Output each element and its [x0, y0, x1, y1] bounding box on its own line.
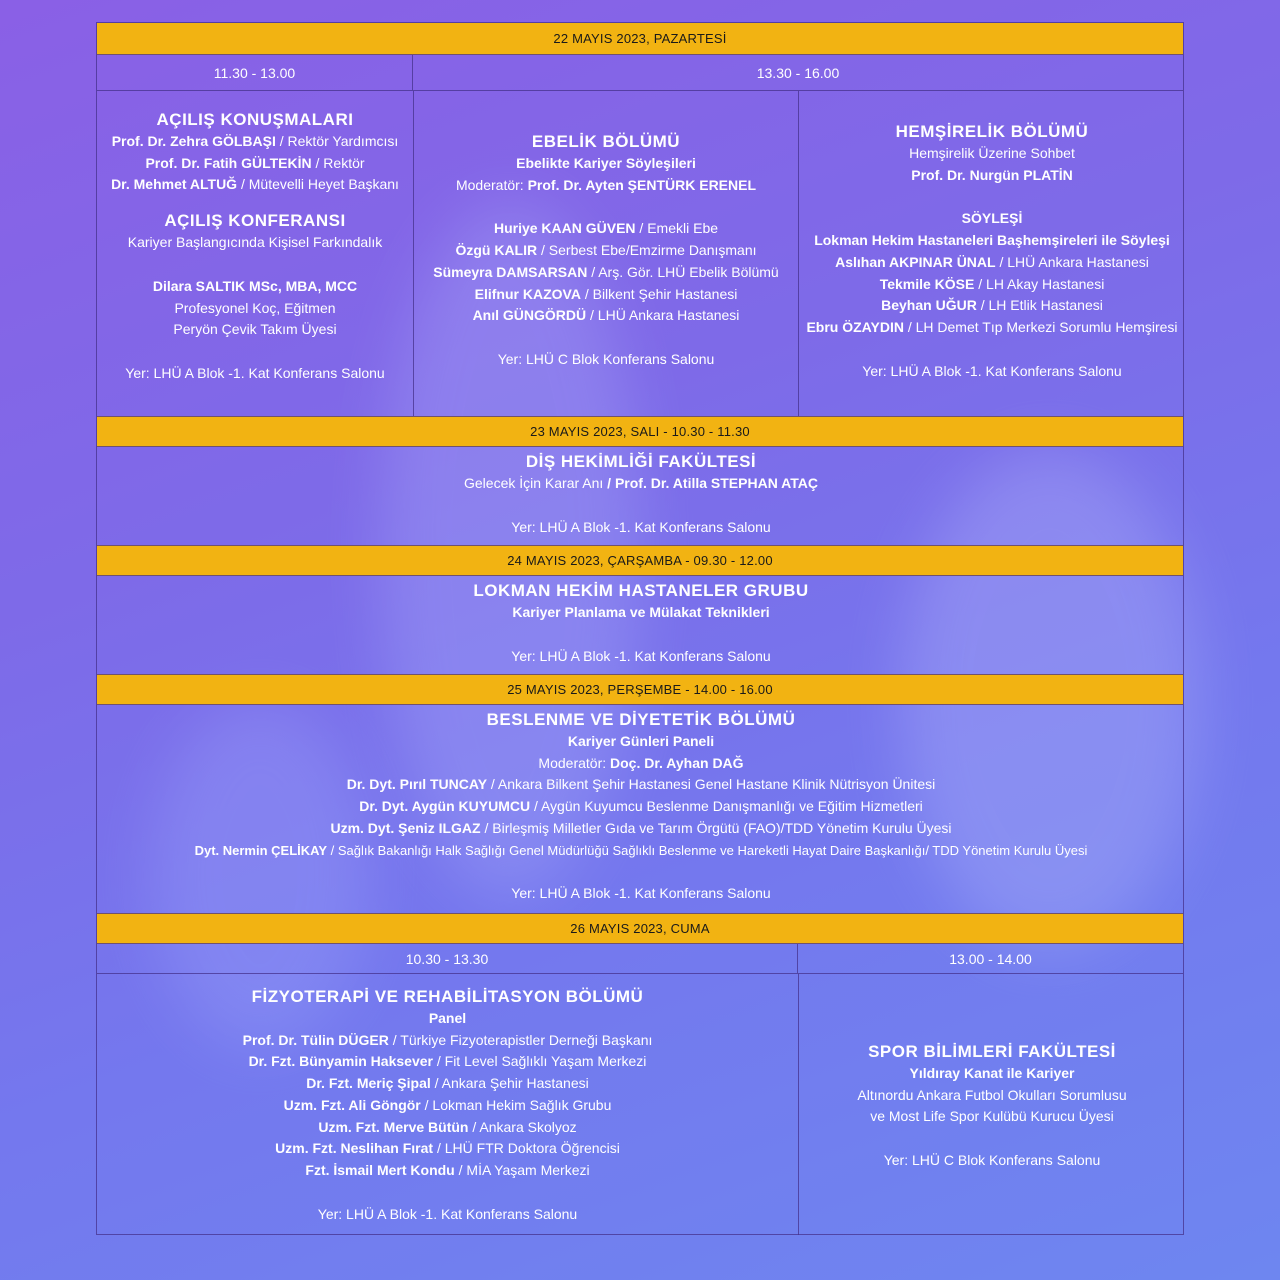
schedule-table	[96, 22, 1184, 1235]
day3-lokman-hekim-cell	[97, 580, 1185, 667]
moderator-line: Moderatör: Doç. Dr. Ayhan DAĞ	[538, 754, 744, 771]
session-title: AÇILIŞ KONUŞMALARI	[156, 110, 354, 129]
speaker-line: Aslıhan AKPINAR ÜNAL / LHÜ Ankara Hastanesi	[835, 253, 1149, 270]
speaker-line: Uzm. Fzt. Ali Göngör / Lokman Hekim Sağlık Grubu	[283, 1096, 612, 1113]
day2-header: 23 MAYIS 2023, SALI - 10.30 - 11.30	[97, 416, 1183, 447]
day5-slot-right: 13.00 - 14.00	[949, 950, 1032, 967]
day1-slot-right: 13.30 - 16.00	[756, 64, 840, 81]
session-title: BESLENME VE DİYETETİK BÖLÜMÜ	[486, 710, 796, 729]
speaker-line: Dr. Fzt. Bünyamin Haksever / Fit Level Sağlıklı Yaşam Merkezi	[248, 1053, 647, 1070]
speaker-line: Dyt. Nermin ÇELİKAY / Sağlık Bakanlığı Halk Sağlığı Genel Müdürlüğü Sağlıklı Beslenme ve Hareketli Hayat Daire Başkanlığı/ TDD Yönetim Kurulu Üyesi	[194, 842, 1088, 858]
day5-time-row	[97, 944, 1183, 974]
session-title: HEMŞİRELİK BÖLÜMÜ	[895, 122, 1089, 141]
speaker-line: Dr. Dyt. Pırıl TUNCAY / Ankara Bilkent Şehir Hastanesi Genel Hastane Klinik Nütrisyon Ünitesi	[346, 776, 936, 793]
session-title: EBELİK BÖLÜMÜ	[531, 132, 681, 151]
session-title: LOKMAN HEKİM HASTANELER GRUBU	[473, 581, 809, 600]
venue: Yer: LHÜ A Blok -1. Kat Konferans Salonu	[862, 362, 1122, 379]
speaker-line: Prof. Dr. Tülin DÜGER / Türkiye Fizyoterapistler Derneği Başkanı	[242, 1031, 653, 1048]
session-title: AÇILIŞ KONFERANSI	[164, 211, 346, 231]
speaker-line: Elifnur KAZOVA / Bilkent Şehir Hastanesi	[474, 285, 738, 302]
speaker-line: Özgü KALIR / Serbest Ebe/Emzirme Danışmanı	[455, 242, 757, 259]
speaker-line: Uzm. Fzt. Neslihan Fırat / LHÜ FTR Doktora Öğrencisi	[275, 1140, 620, 1157]
speaker-line: Prof. Dr. Fatih GÜLTEKİN / Rektör	[145, 154, 365, 171]
moderator-line: Moderatör: Prof. Dr. Ayten ŞENTÜRK ERENEL	[455, 176, 757, 193]
speaker-line: Huriye KAAN GÜVEN / Emekli Ebe	[493, 220, 719, 237]
speaker-detail: Profesyonel Koç, Eğitmen	[174, 299, 336, 316]
venue: Yer: LHÜ C Blok Konferans Salonu	[497, 350, 715, 367]
speaker-line: Dr. Dyt. Aygün KUYUMCU / Aygün Kuyumcu Beslenme Danışmanlığı ve Eğitim Hizmetleri	[359, 798, 923, 815]
speaker-line: Fzt. İsmail Mert Kondu / MİA Yaşam Merkezi	[305, 1161, 590, 1178]
speaker-line: Dr. Mehmet ALTUĞ / Mütevelli Heyet Başkanı	[111, 176, 399, 193]
speaker-detail: ve Most Life Spor Kulübü Kurucu Üyesi	[870, 1108, 1114, 1125]
day1-hemsirelik-cell	[799, 121, 1185, 382]
speaker-name: Dilara SALTIK MSc, MBA, MCC	[152, 277, 358, 294]
venue: Yer: LHÜ A Blok -1. Kat Konferans Salonu	[125, 364, 385, 381]
session-title: FİZYOTERAPİ VE REHABİLİTASYON BÖLÜMÜ	[251, 987, 644, 1006]
session-subtitle: Yıldıray Kanat ile Kariyer	[909, 1065, 1075, 1081]
day5-fizyoterapi-cell	[97, 986, 798, 1225]
session-subtitle: Kariyer Başlangıcında Kişisel Farkındalık	[127, 234, 383, 251]
session-subtitle: Kariyer Planlama ve Mülakat Teknikleri	[512, 604, 770, 620]
day4-beslenme-cell	[97, 709, 1185, 905]
speaker-detail: Peryön Çevik Takım Üyesi	[173, 321, 337, 338]
day1-slot-left: 11.30 - 13.00	[97, 55, 413, 90]
session-subtitle: Lokman Hekim Hastaneleri Başhemşireleri ile Söyleşi	[814, 232, 1170, 249]
speaker-line: Anıl GÜNGÖRDÜ / LHÜ Ankara Hastanesi	[472, 307, 740, 324]
day5-spor-cell	[799, 1041, 1185, 1172]
session-subtitle: Panel	[428, 1010, 467, 1026]
day1-time-row	[97, 55, 1183, 91]
venue: Yer: LHÜ C Blok Konferans Salonu	[883, 1152, 1101, 1169]
speaker-line: Beyhan UĞUR / LH Etlik Hastanesi	[881, 297, 1103, 314]
day3-header: 24 MAYIS 2023, ÇARŞAMBA - 09.30 - 12.00	[97, 545, 1183, 576]
venue: Yer: LHÜ A Blok -1. Kat Konferans Salonu	[317, 1205, 578, 1222]
venue: Yer: LHÜ A Blok -1. Kat Konferans Salonu	[511, 885, 771, 902]
session-subtitle: Kariyer Günleri Paneli	[567, 733, 715, 749]
speaker-line: Tekmile KÖSE / LH Akay Hastanesi	[879, 275, 1105, 292]
speaker-line: Dr. Fzt. Meriç Şipal / Ankara Şehir Hastanesi	[306, 1075, 589, 1092]
day4-header: 25 MAYIS 2023, PERŞEMBE - 14.00 - 16.00	[97, 674, 1183, 705]
speaker-detail: Altınordu Ankara Futbol Okulları Sorumlusu	[857, 1086, 1127, 1103]
day1-header: 22 MAYIS 2023, PAZARTESİ	[97, 23, 1183, 55]
day5-slot-left: 10.30 - 13.30	[97, 944, 798, 973]
speaker-line: Uzm. Dyt. Şeniz ILGAZ / Birleşmiş Milletler Gıda ve Tarım Örgütü (FAO)/TDD Yönetim Kurulu Üyesi	[330, 819, 952, 836]
day2-dis-hekimligi-cell	[97, 451, 1185, 538]
venue: Yer: LHÜ A Blok -1. Kat Konferans Salonu	[511, 518, 771, 535]
session-title: SÖYLEŞİ	[961, 210, 1023, 227]
day1-opening-cell	[97, 109, 413, 385]
day1-ebelik-cell	[414, 131, 798, 371]
speaker-line: Prof. Dr. Zehra GÖLBAŞI / Rektör Yardımcısı	[111, 133, 399, 149]
session-subtitle: Ebelikte Kariyer Söyleşileri	[516, 155, 696, 171]
speaker-line: Sümeyra DAMSARSAN / Arş. Gör. LHÜ Ebelik Bölümü	[433, 263, 779, 280]
session-subtitle: Hemşirelik Üzerine Sohbet	[909, 145, 1075, 161]
day5-header: 26 MAYIS 2023, CUMA	[97, 913, 1183, 944]
session-title: DİŞ HEKİMLİĞİ FAKÜLTESİ	[525, 452, 757, 471]
session-title: SPOR BİLİMLERİ FAKÜLTESİ	[868, 1042, 1116, 1061]
speaker-line: Ebru ÖZAYDIN / LH Demet Tıp Merkezi Sorumlu Hemşiresi	[806, 318, 1178, 335]
speaker-line: Uzm. Fzt. Merve Bütün / Ankara Skolyoz	[318, 1118, 577, 1135]
venue: Yer: LHÜ A Blok -1. Kat Konferans Salonu	[511, 647, 771, 664]
host-line: Prof. Dr. Nurgün PLATİN	[911, 166, 1073, 183]
session-topic-line: Gelecek İçin Karar Anı / Prof. Dr. Atilla STEPHAN ATAÇ	[464, 475, 818, 491]
